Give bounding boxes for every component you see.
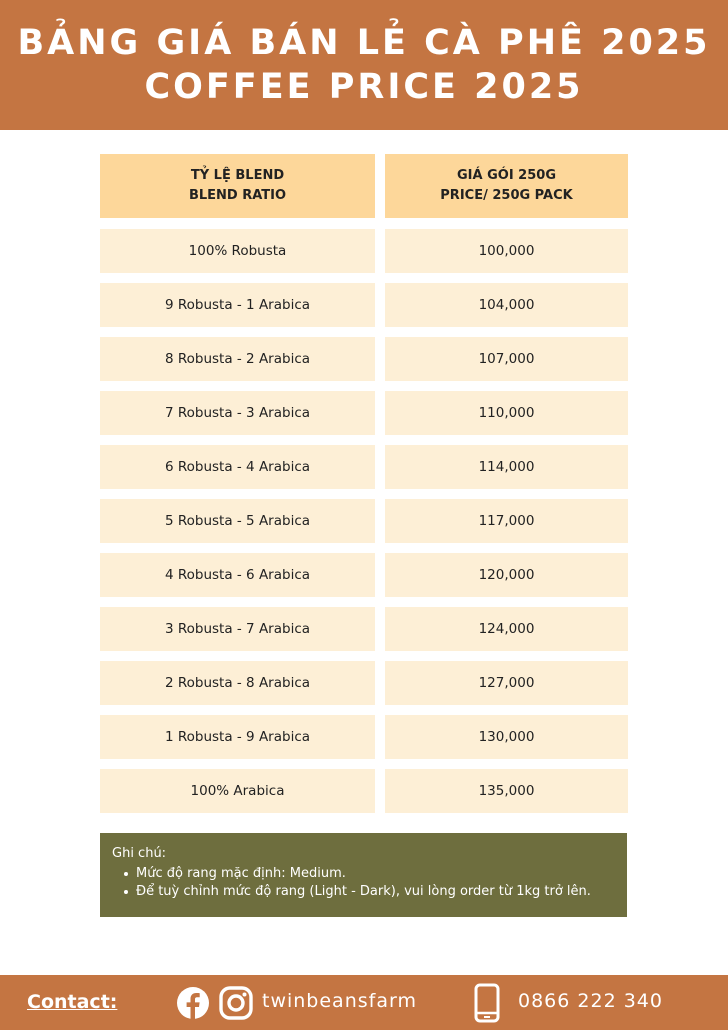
- price-cell: 110,000: [385, 391, 628, 435]
- ratio-cell: 8 Robusta - 2 Arabica: [100, 337, 375, 381]
- note-title: Ghi chú:: [112, 846, 167, 861]
- phone-number[interactable]: 0866 222 340: [518, 990, 663, 1012]
- price-cell: 127,000: [385, 661, 628, 705]
- ratio-cell: 6 Robusta - 4 Arabica: [100, 445, 375, 489]
- social-handle[interactable]: twinbeansfarm: [262, 990, 417, 1012]
- table-row: [100, 229, 628, 273]
- facebook-icon[interactable]: [176, 986, 210, 1020]
- price-cell: 130,000: [385, 715, 628, 759]
- table-row: [100, 769, 628, 813]
- table-row: [100, 661, 628, 705]
- ratio-cell: 9 Robusta - 1 Arabica: [100, 283, 375, 327]
- title-english: COFFEE PRICE 2025: [144, 67, 584, 107]
- table-row: [100, 391, 628, 435]
- title-vietnamese: BẢNG GIÁ BÁN LẺ CÀ PHÊ 2025: [17, 23, 711, 63]
- price-cell: 135,000: [385, 769, 628, 813]
- ratio-cell: 2 Robusta - 8 Arabica: [100, 661, 375, 705]
- ratio-cell: 4 Robusta - 6 Arabica: [100, 553, 375, 597]
- ratio-cell: 100% Arabica: [100, 769, 375, 813]
- table-row: [100, 499, 628, 543]
- ratio-cell: 100% Robusta: [100, 229, 375, 273]
- price-cell: 120,000: [385, 553, 628, 597]
- contact-footer: [0, 975, 728, 1030]
- price-cell: 117,000: [385, 499, 628, 543]
- table-row: [100, 715, 628, 759]
- phone-icon: [474, 983, 500, 1023]
- header-blend-ratio: [100, 154, 375, 218]
- header-price-vi: GIÁ GÓI 250G: [457, 168, 556, 183]
- note-item: Mức độ rang mặc định: Medium.: [122, 865, 615, 883]
- table-row: [100, 337, 628, 381]
- table-row: [100, 607, 628, 651]
- header-blend-ratio-vi: TỶ LỆ BLEND: [190, 168, 285, 183]
- price-cell: 100,000: [385, 229, 628, 273]
- note-item: Để tuỳ chỉnh mức độ rang (Light - Dark), vui lòng order từ 1kg trở lên.: [122, 883, 615, 901]
- table-header-row: [100, 154, 628, 218]
- contact-label: Contact:: [27, 991, 118, 1013]
- table-row: [100, 445, 628, 489]
- table-row: [100, 553, 628, 597]
- price-cell: 114,000: [385, 445, 628, 489]
- price-cell: 107,000: [385, 337, 628, 381]
- ratio-cell: 7 Robusta - 3 Arabica: [100, 391, 375, 435]
- price-cell: 124,000: [385, 607, 628, 651]
- header-price: [385, 154, 628, 218]
- ratio-cell: 5 Robusta - 5 Arabica: [100, 499, 375, 543]
- price-cell: 104,000: [385, 283, 628, 327]
- instagram-icon[interactable]: [219, 986, 253, 1020]
- price-table: [100, 154, 628, 823]
- ratio-cell: 3 Robusta - 7 Arabica: [100, 607, 375, 651]
- header-blend-ratio-en: BLEND RATIO: [188, 188, 287, 203]
- ratio-cell: 1 Robusta - 9 Arabica: [100, 715, 375, 759]
- note-list: [112, 865, 615, 901]
- note-box: [100, 833, 627, 917]
- header-price-en: PRICE/ 250G PACK: [440, 188, 573, 203]
- table-row: [100, 283, 628, 327]
- page-header: [0, 0, 728, 130]
